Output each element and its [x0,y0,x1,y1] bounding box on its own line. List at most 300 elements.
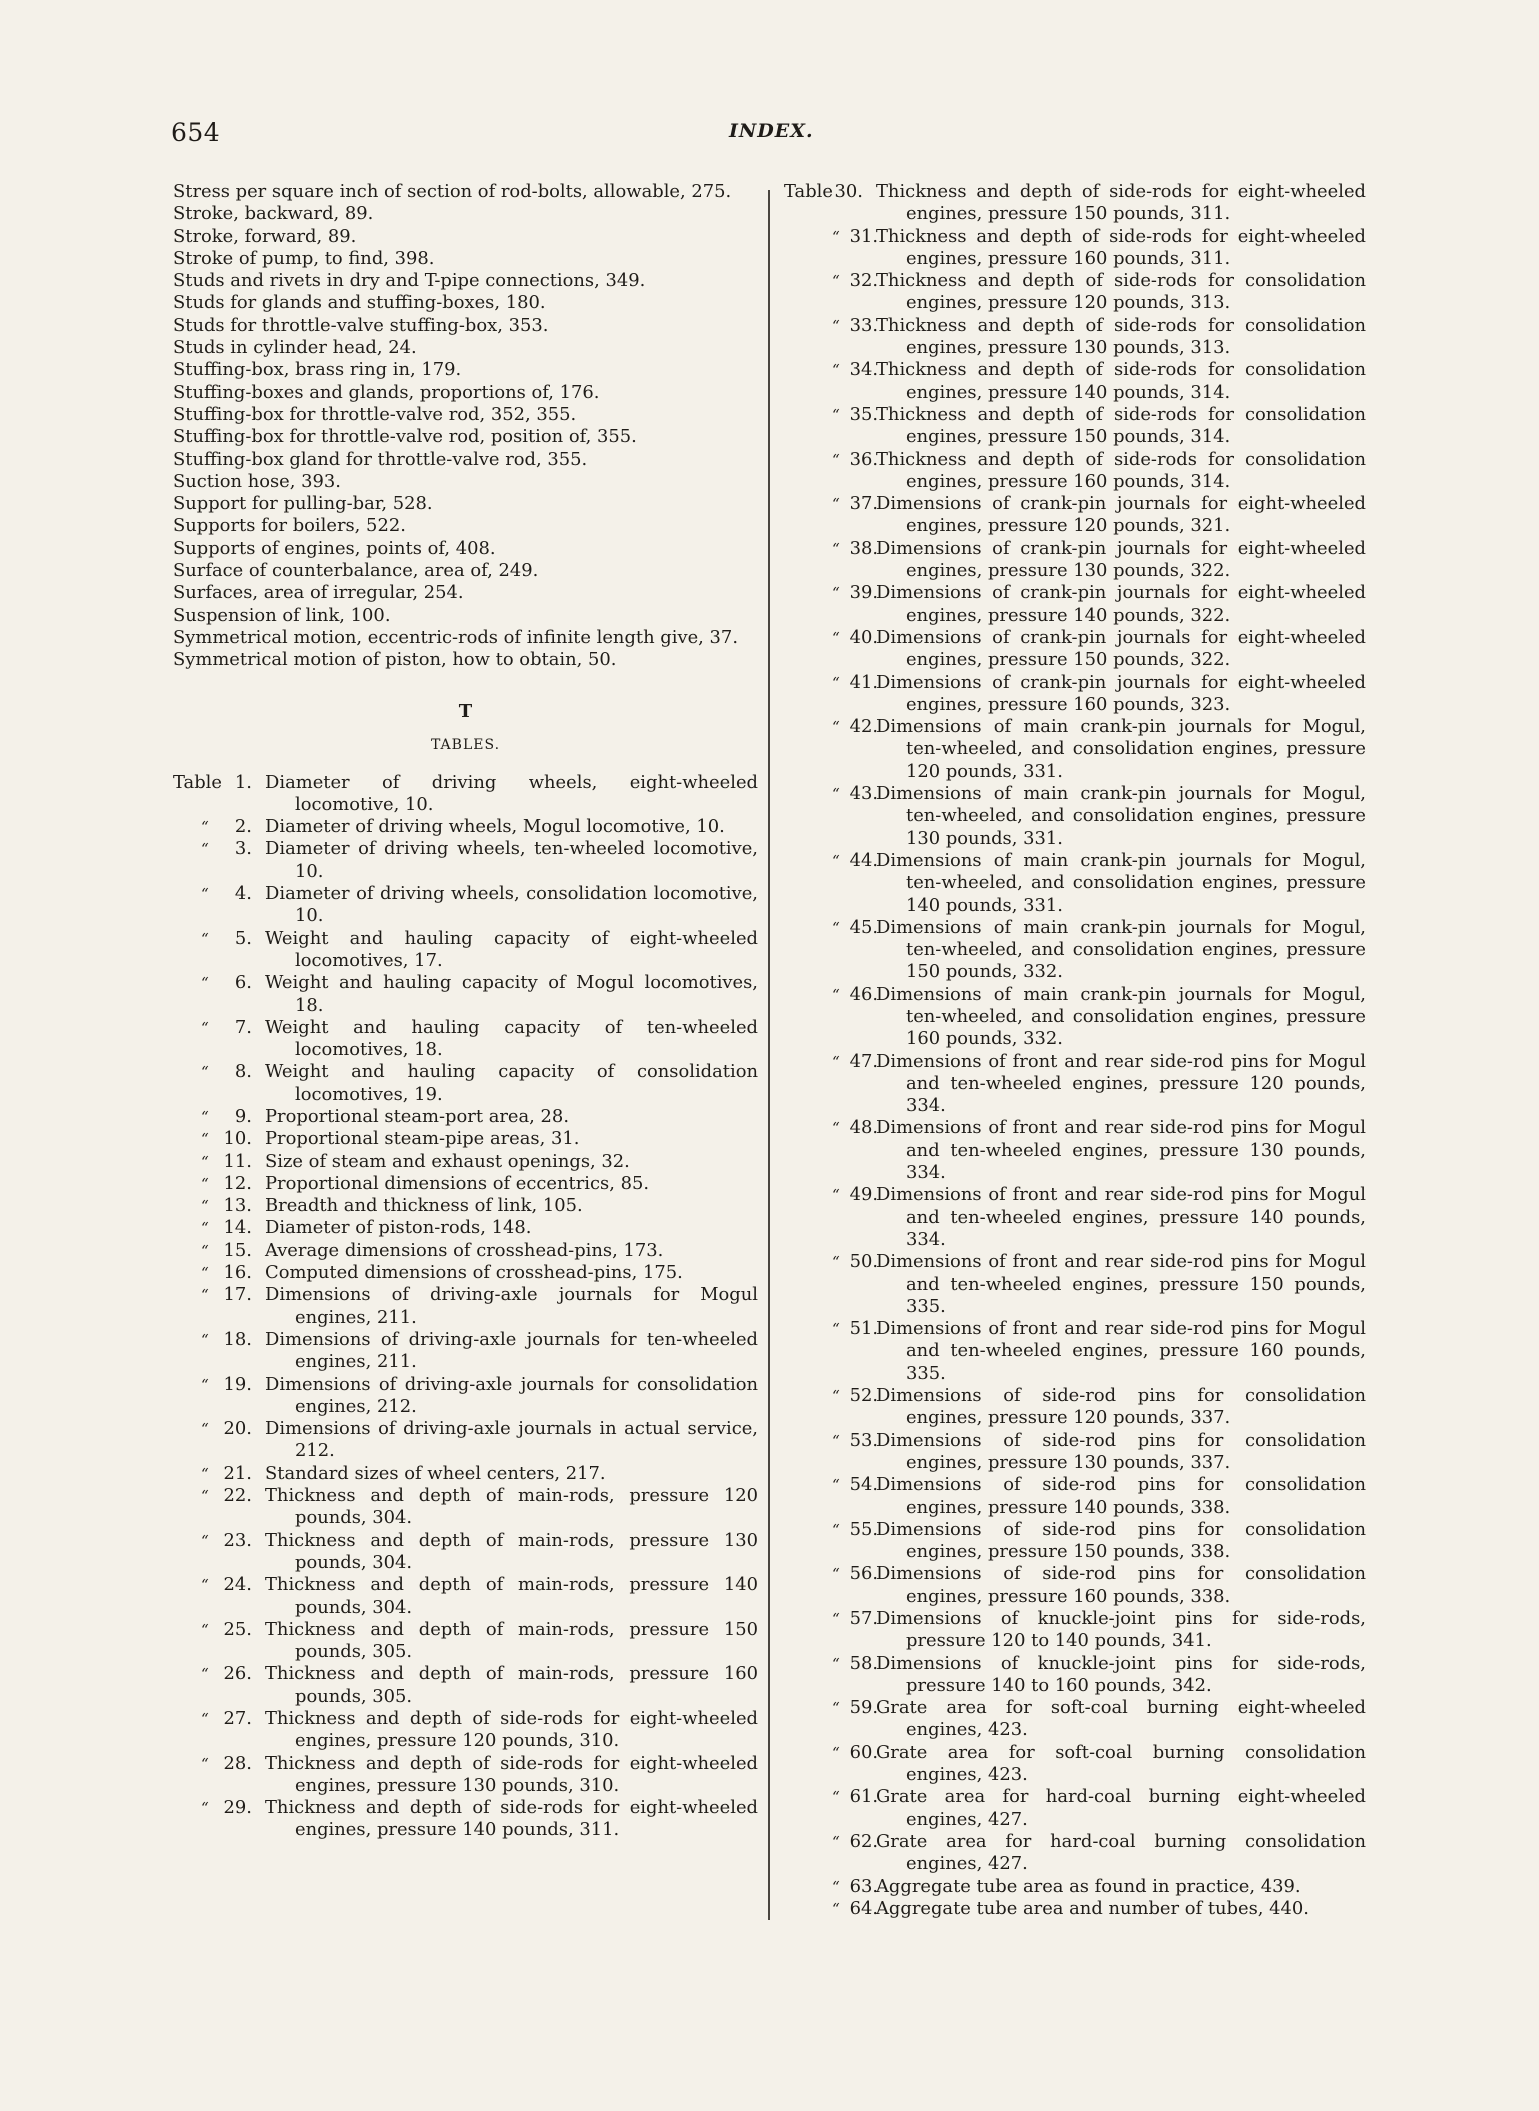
index-entry: Supports for boilers, 522. [173,515,406,537]
table-title: Thickness and depth of main-rods, pressure 160 pounds, 305. [265,1663,758,1707]
ditto-mark: “ [201,1620,209,1639]
ditto-mark: “ [832,1654,840,1673]
table-number: 5. [234,927,252,949]
table-entry [784,984,1366,1051]
table-number: 25. [223,1618,252,1640]
table-title: Dimensions of crank-pin journals for eight-wheeled engines, pressure 150 pounds, 322. [876,626,1366,671]
table-number: 33. [849,314,879,336]
table-title: Thickness and depth of side-rods for consolidation engines, pressure 160 pounds, 314. [876,448,1366,492]
ditto-mark: “ [832,1253,840,1272]
ditto-mark: “ [832,1387,840,1406]
table-entry [173,883,758,928]
ditto-mark: “ [832,628,840,647]
page-number: 654 [171,118,221,147]
spacer [173,838,201,883]
table-number: 9. [234,1105,252,1127]
ditto-mark: “ [201,1420,209,1439]
spacer [173,1017,201,1062]
table-entry [784,1184,1366,1251]
spacer [784,1184,832,1251]
table-entry [173,1418,758,1463]
table-entry [173,1374,758,1419]
table-number: 50. [849,1251,879,1273]
table-title: Diameter of driving wheels, ten-wheeled locomotive, 10. [265,838,758,882]
ditto-mark: “ [832,272,840,291]
table-title: Dimensions of front and rear side-rod pins for Mogul and ten-wheeled engines, pressure 140 pounds, 334. [876,1184,1366,1250]
table-entry [173,1530,758,1575]
table-number: 46. [849,983,879,1005]
spacer [784,582,832,627]
table-number: 53. [849,1429,879,1451]
index-entry: Stroke, forward, 89. [173,225,357,247]
table-number: 49. [849,1184,879,1206]
ditto-mark: “ [832,227,840,246]
ditto-mark: “ [201,1018,209,1037]
table-entry [173,1619,758,1664]
table-number: 6. [234,972,252,994]
table-number: 43. [849,783,879,805]
table-number: 44. [849,849,879,871]
spacer [784,270,832,315]
spacer [173,1262,201,1284]
ditto-mark: “ [832,985,840,1004]
ditto-mark: “ [832,1476,840,1495]
spacer [173,1574,201,1619]
table-entry [784,226,1366,271]
spacer [784,1898,832,1920]
table-number: 61. [849,1786,879,1808]
ditto-mark: “ [201,1464,209,1483]
index-entries-s [173,181,758,672]
ditto-mark: “ [832,1610,840,1628]
table-number: 20. [223,1418,252,1440]
ditto-mark: “ [832,1119,840,1138]
table-entry [784,1876,1366,1898]
table-number: 19. [223,1373,252,1395]
table-title: Dimensions of front and rear side-rod pins for Mogul and ten-wheeled engines, pressure 130 pounds, 334. [876,1117,1366,1184]
table-number: 63. [849,1875,879,1897]
table-title: Thickness and depth of side-rods for eight-wheeled engines, pressure 160 pounds, 311. [876,225,1366,269]
table-title: Weight and hauling capacity of consolidation locomotives, 19. [265,1061,758,1105]
index-entry: Support for pulling-bar, 528. [173,493,433,515]
table-title: Dimensions of driving-axle journals for Mogul engines, 211. [265,1284,758,1328]
index-entry: Symmetrical motion of piston, how to obtain, 50. [173,649,617,671]
table-entry [173,1106,758,1128]
table-entry [173,1753,758,1798]
table-title: Dimensions of side-rod pins for consolidation engines, pressure 120 pounds, 337. [876,1385,1366,1429]
ditto-mark: “ [832,1565,840,1584]
table-entry [173,1151,758,1173]
spacer [173,1753,201,1798]
table-number: 1. [234,771,252,793]
index-entry: Surfaces, area of irregular, 254. [173,582,464,604]
table-number: 34. [849,359,879,381]
table-entry [784,1608,1366,1653]
table-title: Dimensions of driving-axle journals for ten-wheeled engines, 211. [265,1328,758,1373]
index-entry: Stuffing-box gland for throttle-valve rod, 355. [173,448,588,470]
spacer [173,883,201,928]
index-entry: Stuffing-box for throttle-valve rod, position of, 355. [173,426,637,448]
table-number: 4. [234,883,252,905]
table-entry [784,1786,1366,1831]
table-title: Thickness and depth of side-rods for eight-wheeled engines, pressure 140 pounds, 311. [265,1797,758,1841]
table-title: Dimensions of main crank-pin journals for Mogul, ten-wheeled, and consolidation engines, pressure 160 pounds, 332. [876,983,1366,1050]
table-number: 64. [849,1897,879,1919]
table-title: Thickness and depth of side-rods for consolidation engines, pressure 130 pounds, 313. [876,314,1366,359]
table-title: Proportional dimensions of eccentrics, 85. [265,1172,650,1194]
table-title: Dimensions of front and rear side-rod pins for Mogul and ten-wheeled engines, pressure 120 pounds, 334. [876,1050,1366,1117]
table-entry [173,838,758,883]
ditto-mark: “ [201,885,209,904]
spacer [173,816,201,838]
table-number: 8. [234,1061,252,1083]
spacer [173,1106,201,1128]
table-entry [784,1430,1366,1475]
spacer [784,1117,832,1184]
ditto-mark: “ [201,1487,209,1506]
table-title: Dimensions of side-rod pins for consolidation engines, pressure 140 pounds, 338. [876,1474,1366,1518]
table-entry [784,538,1366,583]
table-title: Proportional steam-pipe areas, 31. [265,1128,580,1150]
spacer [784,1051,832,1118]
table-title: Thickness and depth of side-rods for eight-wheeled engines, pressure 120 pounds, 310. [265,1708,758,1752]
ditto-mark: “ [832,1520,840,1539]
spacer [784,1251,832,1318]
spacer [784,1742,832,1787]
ditto-mark: “ [201,1665,209,1684]
table-number: 47. [849,1050,879,1072]
table-title: Grate area for soft-coal burning eight-wheeled engines, 423. [876,1697,1366,1741]
spacer [784,627,832,672]
table-entry [784,917,1366,984]
table-number: 60. [849,1741,879,1763]
spacer [784,1786,832,1831]
ditto-mark: “ [832,1431,840,1450]
table-entry [173,928,758,973]
ditto-mark: “ [201,974,209,993]
spacer [784,984,832,1051]
table-title: Aggregate tube area as found in practice, 439. [876,1875,1301,1897]
table-entry [784,1697,1366,1742]
table-title: Diameter of driving wheels, eight-wheeled locomotive, 10. [265,771,758,815]
spacer [784,1653,832,1698]
index-entry: Symmetrical motion, eccentric-rods of infinite length give, 37. [173,626,739,648]
ditto-mark: “ [201,840,209,859]
ditto-mark: “ [832,851,840,870]
table-entry [784,1474,1366,1519]
spacer [784,917,832,984]
spacer [784,493,832,538]
table-number: 2. [234,816,252,838]
table-title: Thickness and depth of side-rods for consolidation engines, pressure 150 pounds, 314. [876,403,1366,448]
index-entry: Studs for throttle-valve stuffing-box, 353. [173,314,549,336]
spacer [784,1474,832,1519]
ditto-mark: “ [201,1152,209,1171]
table-entry [784,627,1366,672]
table-title: Thickness and depth of main-rods, pressure 150 pounds, 305. [265,1618,758,1663]
table-title: Grate area for soft-coal burning consolidation engines, 423. [876,1741,1366,1786]
spacer [173,1173,201,1195]
spacer [784,1318,832,1385]
spacer [784,1608,832,1653]
table-number: 41. [849,671,879,693]
table-title: Dimensions of crank-pin journals for eight-wheeled engines, pressure 120 pounds, 321. [876,493,1366,537]
table-entry [173,1061,758,1106]
table-entry [173,1284,758,1329]
section-letter: T [458,700,473,722]
table-title: Dimensions of side-rod pins for consolidation engines, pressure 130 pounds, 337. [876,1429,1366,1473]
table-title: Diameter of driving wheels, consolidation locomotive, 10. [265,883,758,927]
index-entry: Studs in cylinder head, 24. [173,337,417,359]
section-title: TABLES. [430,736,501,753]
table-number: 37. [849,493,879,515]
ditto-mark: “ [201,1219,209,1238]
ditto-mark: “ [832,1743,840,1762]
table-entry [173,1708,758,1753]
table-entry [784,1251,1366,1318]
spacer [173,1329,201,1374]
table-entry [173,1485,758,1530]
table-number: 39. [849,582,879,604]
table-entry [784,493,1366,538]
table-entry [173,1463,758,1485]
table-entry [784,783,1366,850]
table-number: 15. [223,1239,252,1261]
table-number: 29. [223,1797,252,1819]
ditto-mark: “ [201,1286,209,1305]
table-entry [173,1173,758,1195]
table-number: 51. [849,1318,879,1340]
ditto-mark: “ [832,316,840,335]
spacer [173,1530,201,1575]
table-entry [784,1742,1366,1787]
table-title: Weight and hauling capacity of ten-wheeled locomotives, 18. [265,1016,758,1061]
ditto-mark: “ [832,1788,840,1807]
ditto-mark: “ [201,1063,209,1082]
spacer [173,1151,201,1173]
table-entry [784,181,1366,226]
ditto-mark: “ [832,918,840,937]
spacer [784,404,832,449]
spacer [173,1374,201,1419]
index-entry: Suction hose, 393. [173,470,341,492]
table-title: Aggregate tube area and number of tubes, 440. [876,1897,1309,1919]
index-entry: Stuffing-box, brass ring in, 179. [173,359,462,381]
table-title: Average dimensions of crosshead-pins, 173. [265,1239,664,1261]
table-title: Grate area for hard-coal burning consolidation engines, 427. [876,1830,1366,1875]
table-title: Dimensions of side-rod pins for consolidation engines, pressure 160 pounds, 338. [876,1563,1366,1607]
table-number: 40. [849,626,879,648]
ditto-mark: “ [832,1320,840,1339]
spacer [784,1876,832,1898]
table-entry [784,582,1366,627]
index-entry: Stuffing-boxes and glands, proportions of, 176. [173,381,600,403]
table-number: 31. [849,225,879,247]
spacer [173,1128,201,1150]
ditto-mark: “ [201,1330,209,1349]
table-title: Thickness and depth of side-rods for consolidation engines, pressure 120 pounds, 313. [876,270,1366,314]
table-number: 12. [223,1172,252,1194]
table-number: 30. [834,181,863,202]
ditto-mark: “ [832,584,840,603]
ditto-mark: “ [832,718,840,737]
table-title: Dimensions of driving-axle journals for consolidation engines, 212. [265,1373,758,1417]
table-title: Dimensions of main crank-pin journals for Mogul, ten-wheeled, and consolidation engines, pressure 140 pounds, 331. [876,849,1366,916]
table-number: 18. [223,1328,252,1350]
tables-list-left [173,772,758,1842]
table-number: 27. [223,1708,252,1729]
table-number: 56. [849,1563,879,1585]
table-entry [173,1217,758,1239]
table-title: Dimensions of crank-pin journals for eight-wheeled engines, pressure 160 pounds, 323. [876,671,1366,715]
table-title: Dimensions of knuckle-joint pins for side-rods, pressure 120 to 140 pounds, 341. [876,1608,1366,1652]
ditto-mark: “ [832,1899,840,1918]
table-number: 23. [223,1529,252,1551]
table-title: Thickness and depth of main-rods, pressure 130 pounds, 304. [265,1529,758,1573]
table-title: Standard sizes of wheel centers, 217. [265,1462,606,1484]
table-number: 22. [223,1485,252,1507]
table-title: Thickness and depth of side-rods for eight-wheeled engines, pressure 130 pounds, 310. [265,1752,758,1796]
spacer [784,672,832,717]
table-number: 24. [223,1574,252,1596]
ditto-mark: “ [832,450,840,469]
ditto-mark: “ [832,1052,840,1071]
table-title: Dimensions of crank-pin journals for eight-wheeled engines, pressure 140 pounds, 322. [876,582,1366,626]
table-entry [173,1128,758,1150]
ditto-mark: “ [832,405,840,424]
table-label: Table [173,771,222,793]
index-entry: Surface of counterbalance, area of, 249. [173,560,539,582]
table-title: Dimensions of main crank-pin journals for Mogul, ten-wheeled, and consolidation engines, pressure 130 pounds, 331. [876,783,1366,849]
table-entry [784,1563,1366,1608]
table-entry [784,672,1366,717]
table-number: 21. [223,1462,252,1484]
table-number: 58. [849,1652,879,1674]
index-entry: Stuffing-box for throttle-valve rod, 352, 355. [173,403,577,425]
table-number: 3. [234,838,252,860]
table-title: Dimensions of front and rear side-rod pins for Mogul and ten-wheeled engines, pressure 160 pounds, 335. [876,1318,1366,1384]
index-entry: Studs and rivets in dry and T-pipe connections, 349. [173,270,646,292]
spacer [173,1663,201,1708]
ditto-mark: “ [832,1699,840,1718]
ditto-mark: “ [201,929,209,948]
table-number: 28. [223,1752,252,1774]
table-title: Dimensions of front and rear side-rod pins for Mogul and ten-wheeled engines, pressure 150 pounds, 335. [876,1251,1366,1317]
table-entry [784,449,1366,494]
table-entry [784,716,1366,783]
ditto-mark: “ [832,1832,840,1851]
table-entry [784,359,1366,404]
table-entry [784,1653,1366,1698]
running-title: INDEX. [729,120,814,142]
spacer [784,1563,832,1608]
table-title: Thickness and depth of side-rods for consolidation engines, pressure 140 pounds, 314. [876,359,1366,403]
table-number: 32. [849,270,879,292]
table-title: Dimensions of driving-axle journals in actual service, 212. [265,1418,758,1462]
table-title: Dimensions of side-rod pins for consolidation engines, pressure 150 pounds, 338. [876,1518,1366,1563]
table-title: Computed dimensions of crosshead-pins, 175. [265,1262,683,1284]
table-title: Weight and hauling capacity of Mogul locomotives, 18. [265,972,758,1016]
index-entry: Supports of engines, points of, 408. [173,537,496,559]
ditto-mark: “ [201,1754,209,1773]
ditto-mark: “ [832,1877,840,1896]
spacer [173,1797,201,1842]
left-column [173,181,758,1842]
ditto-mark: “ [201,1710,209,1728]
ditto-mark: “ [201,1130,209,1149]
ditto-mark: “ [201,1264,209,1283]
ditto-mark: “ [201,1799,209,1818]
ditto-mark: “ [832,495,840,514]
table-title: Thickness and depth of main-rods, pressure 120 pounds, 304. [265,1485,758,1529]
spacer [784,449,832,494]
table-title: Grate area for hard-coal burning eight-wheeled engines, 427. [876,1786,1366,1830]
table-entry [784,1519,1366,1564]
table-entry [784,1831,1366,1876]
ditto-mark: “ [201,1174,209,1193]
spacer [784,1697,832,1742]
spacer [784,783,832,850]
table-title: Proportional steam-port area, 28. [265,1105,570,1127]
table-entry [784,1898,1366,1920]
table-number: 14. [223,1217,252,1239]
table-entry [784,270,1366,315]
tables-list-right [784,181,1366,1920]
table-title: Thickness and depth of side-rods for eight-wheeled engines, pressure 150 pounds, 311. [876,181,1366,225]
table-entry [784,1318,1366,1385]
spacer [173,1619,201,1664]
ditto-mark: “ [832,1186,840,1205]
table-title: Thickness and depth of main-rods, pressure 140 pounds, 304. [265,1574,758,1618]
spacer [784,1385,832,1430]
table-entry [173,1574,758,1619]
table-title: Diameter of driving wheels, Mogul locomotive, 10. [265,816,725,838]
spacer [173,972,201,1017]
index-entry: Stroke of pump, to find, 398. [173,247,435,269]
ditto-mark: “ [832,785,840,804]
table-entry [784,315,1366,360]
table-number: 59. [849,1697,879,1719]
table-title: Size of steam and exhaust openings, 32. [265,1150,630,1172]
table-number: 52. [849,1385,879,1407]
table-entry [173,1329,758,1374]
table-number: 45. [849,916,879,938]
table-number: 11. [223,1150,252,1172]
table-title: Breadth and thickness of link, 105. [265,1195,583,1217]
spacer [173,1240,201,1262]
spacer [173,1061,201,1106]
ditto-mark: “ [832,539,840,558]
table-entry [173,1240,758,1262]
table-title: Dimensions of crank-pin journals for eight-wheeled engines, pressure 130 pounds, 322. [876,537,1366,582]
spacer [784,850,832,917]
table-number: 48. [849,1117,879,1139]
table-number: 35. [849,403,879,425]
column-divider [768,190,770,1920]
spacer [784,315,832,360]
table-entry [173,1195,758,1217]
table-number: 7. [234,1016,252,1038]
table-number: 17. [223,1284,252,1306]
table-number: 16. [223,1262,252,1284]
table-entry [173,1262,758,1284]
spacer [173,1195,201,1217]
table-entry [784,1051,1366,1118]
table-entry [173,772,758,817]
spacer [784,538,832,583]
index-entry: Stroke, backward, 89. [173,203,374,225]
table-title: Dimensions of main crank-pin journals for Mogul, ten-wheeled, and consolidation engines, pressure 120 pounds, 331. [876,716,1366,782]
